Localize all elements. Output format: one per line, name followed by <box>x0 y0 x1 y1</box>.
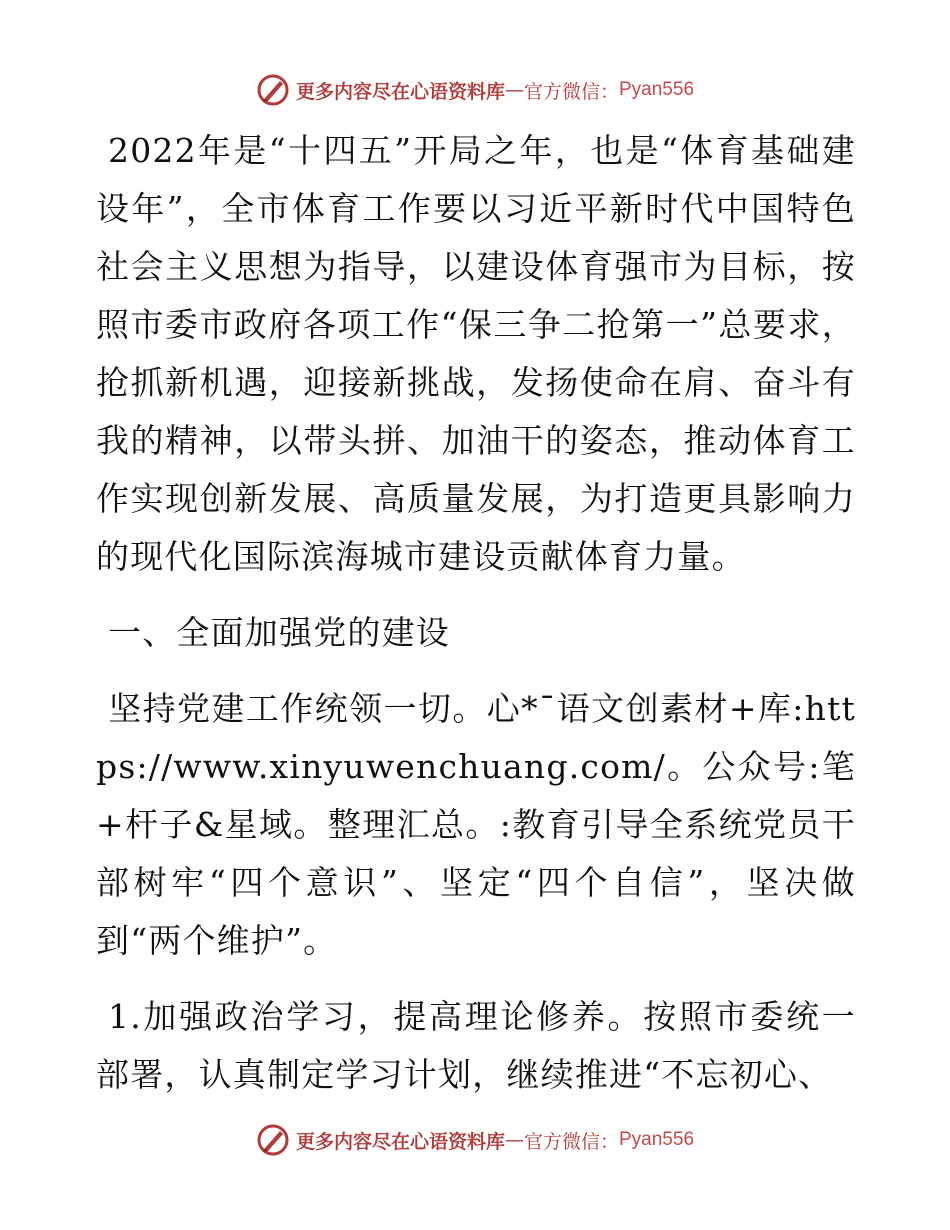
banner-wechat-id: Pyan556 <box>619 1129 695 1150</box>
document-body <box>96 122 856 1122</box>
banner-official-label: 官方微信： <box>523 80 619 103</box>
header-watermark-banner <box>0 70 950 110</box>
pen-logo-icon <box>256 1123 290 1157</box>
body-paragraph: 坚持党建工作统领一切。心*¯语文创素材+库:https://www.xinyuwenchuang.com/。公众号:笔+杆子&星域。整理汇总。:教育引导全系统党员干部树牢“四个意识”、坚定“四个自信”，坚决做到“两个维护”。 <box>96 689 856 960</box>
banner-text: 更多内容尽在心语资料库 <box>295 80 505 103</box>
pen-logo-icon <box>256 73 290 107</box>
section-heading: 一、全面加强党的建设 <box>108 613 450 652</box>
banner-text: 更多内容尽在心语资料库 <box>295 1130 505 1153</box>
intro-paragraph: 2022年是“十四五”开局之年，也是“体育基础建设年”，全市体育工作要以习近平新时代中国特色社会主义思想为指导，以建设体育强市为目标，按照市委市政府各项工作“保三争二抢第一”总要求，抢抓新机遇，迎接新挑战，发扬使命在肩、奋斗有我的精神，以带头拼、加油干的姿态，推动体育工作实现创新发展、高质量发展，为打造更具影响力的现代化国际滨海城市建设贡献体育力量。 <box>96 131 856 576</box>
banner-separator: — <box>504 1129 524 1151</box>
banner-separator: — <box>504 79 524 101</box>
footer-watermark-banner <box>0 1120 950 1160</box>
numbered-paragraph: 1.加强政治学习，提高理论修养。按照市委统一部署，认真制定学习计划，继续推进“不忘初心、 <box>96 997 856 1094</box>
banner-official-label: 官方微信： <box>523 1130 619 1153</box>
banner-wechat-id: Pyan556 <box>619 79 695 100</box>
